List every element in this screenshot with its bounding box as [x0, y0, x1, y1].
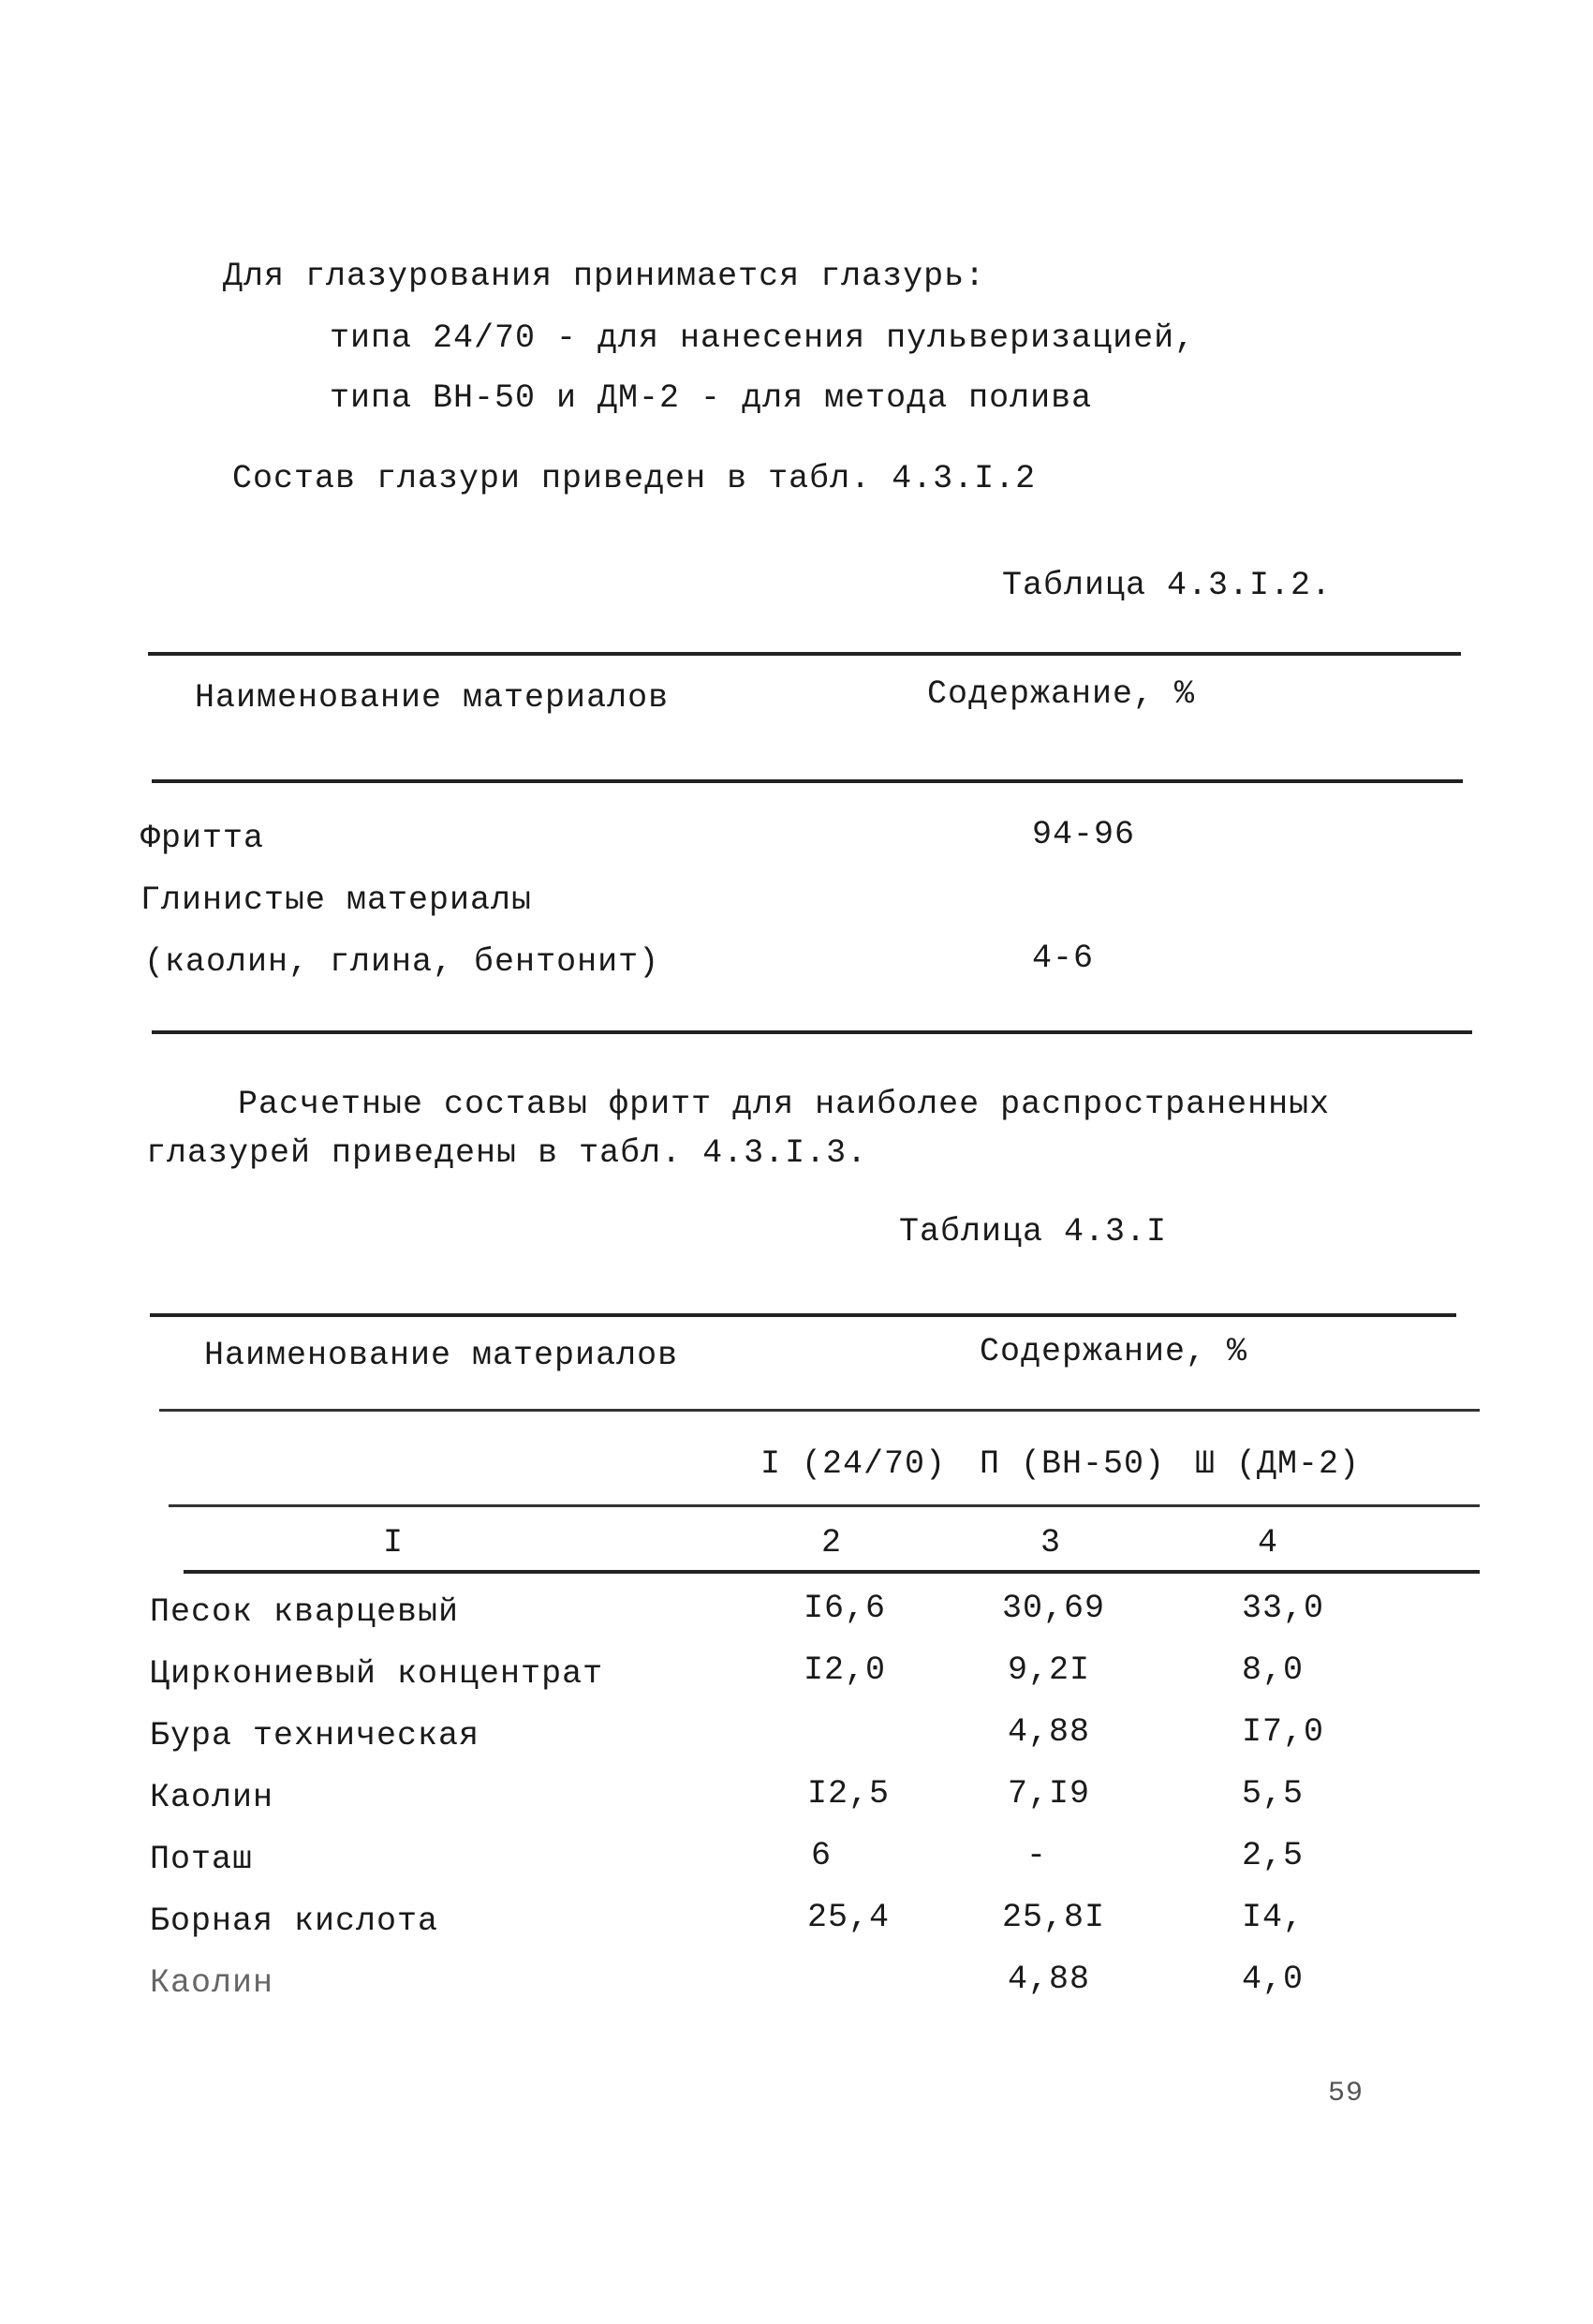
table2-numbers-rule — [184, 1570, 1480, 1574]
page-number: 59 — [1328, 2078, 1364, 2109]
table2-header-content: Содержание, % — [980, 1333, 1248, 1370]
table1-row-name: Глинистые материалы — [140, 881, 533, 919]
table2-row-name: Каолин — [150, 1964, 274, 2002]
table2-header-rule — [159, 1409, 1480, 1412]
table2-subheader-rule — [169, 1504, 1480, 1507]
table1-header-name: Наименование материалов — [195, 679, 670, 717]
intro-line-2: типа 24/70 - для нанесения пульверизацией, — [330, 319, 1196, 357]
table2-column-number: 4 — [1257, 1524, 1278, 1562]
table2-column-number: I — [382, 1524, 404, 1562]
table2-top-rule — [150, 1313, 1456, 1317]
table1-top-rule — [148, 652, 1461, 656]
table2-subheader: Ш (ДМ-2) — [1195, 1445, 1361, 1483]
table2-row-name: Каолин — [150, 1779, 274, 1816]
table2-subheader: П (ВН-50) — [980, 1445, 1166, 1483]
table2-cell: 6 — [811, 1837, 833, 1874]
table2-cell: - — [1026, 1837, 1048, 1874]
intro-line-1: Для глазурования принимается глазурь: — [223, 258, 986, 295]
table2-cell: 30,69 — [1002, 1590, 1106, 1627]
table1-row-value: 94-96 — [1032, 816, 1136, 853]
table2-cell: I4, — [1242, 1899, 1305, 1936]
table2-row-name: Циркониевый концентрат — [150, 1655, 604, 1693]
table2-cell: 33,0 — [1242, 1590, 1325, 1627]
table2-cell: 25,4 — [807, 1899, 891, 1936]
table2-cell: 4,88 — [1008, 1713, 1091, 1751]
table2-column-number: 2 — [820, 1524, 842, 1562]
table2-cell: I2,5 — [807, 1775, 891, 1813]
table1-header-content: Содержание, % — [927, 675, 1196, 713]
table2-cell: I6,6 — [804, 1590, 887, 1627]
table1-row-name: (каолин, глина, бентонит) — [144, 943, 660, 981]
table2-cell: 2,5 — [1242, 1837, 1305, 1874]
between-line-1: Расчетные составы фритт для наиболее распространенных — [238, 1086, 1331, 1123]
table2-cell: I7,0 — [1242, 1713, 1325, 1751]
between-line-2: глазурей приведены в табл. 4.3.I.3. — [146, 1134, 868, 1172]
table2-cell: 5,5 — [1242, 1775, 1305, 1813]
table2-row-name: Борная кислота — [150, 1902, 439, 1940]
table2-column-number: 3 — [1040, 1524, 1061, 1562]
intro-line-4: Состав глазури приведен в табл. 4.3.I.2 — [232, 460, 1037, 497]
table1-row-value: 4-6 — [1032, 940, 1095, 977]
table2-row-name: Бура техническая — [150, 1717, 480, 1754]
table2-caption: Таблица 4.3.I — [899, 1213, 1168, 1251]
table2-cell: I2,0 — [804, 1651, 887, 1689]
table2-row-name: Поташ — [150, 1841, 254, 1878]
table2-row-name: Песок кварцевый — [150, 1593, 460, 1631]
table1-bottom-rule — [152, 1030, 1472, 1034]
table1-caption: Таблица 4.3.I.2. — [1002, 567, 1333, 604]
intro-line-3: типа ВН-50 и ДМ-2 - для метода полива — [330, 379, 1093, 417]
table2-subheader: I (24/70) — [760, 1445, 947, 1483]
table1-header-rule — [152, 779, 1463, 783]
table2-cell: 4,88 — [1008, 1961, 1091, 1998]
table2-cell: 7,I9 — [1008, 1775, 1091, 1813]
table2-cell: 8,0 — [1242, 1651, 1305, 1689]
table2-cell: 25,8I — [1002, 1899, 1106, 1936]
table2-header-name: Наименование материалов — [204, 1337, 679, 1374]
table2-cell: 9,2I — [1008, 1651, 1091, 1689]
table1-row-name: Фритта — [140, 820, 265, 857]
table2-cell: 4,0 — [1242, 1961, 1305, 1998]
